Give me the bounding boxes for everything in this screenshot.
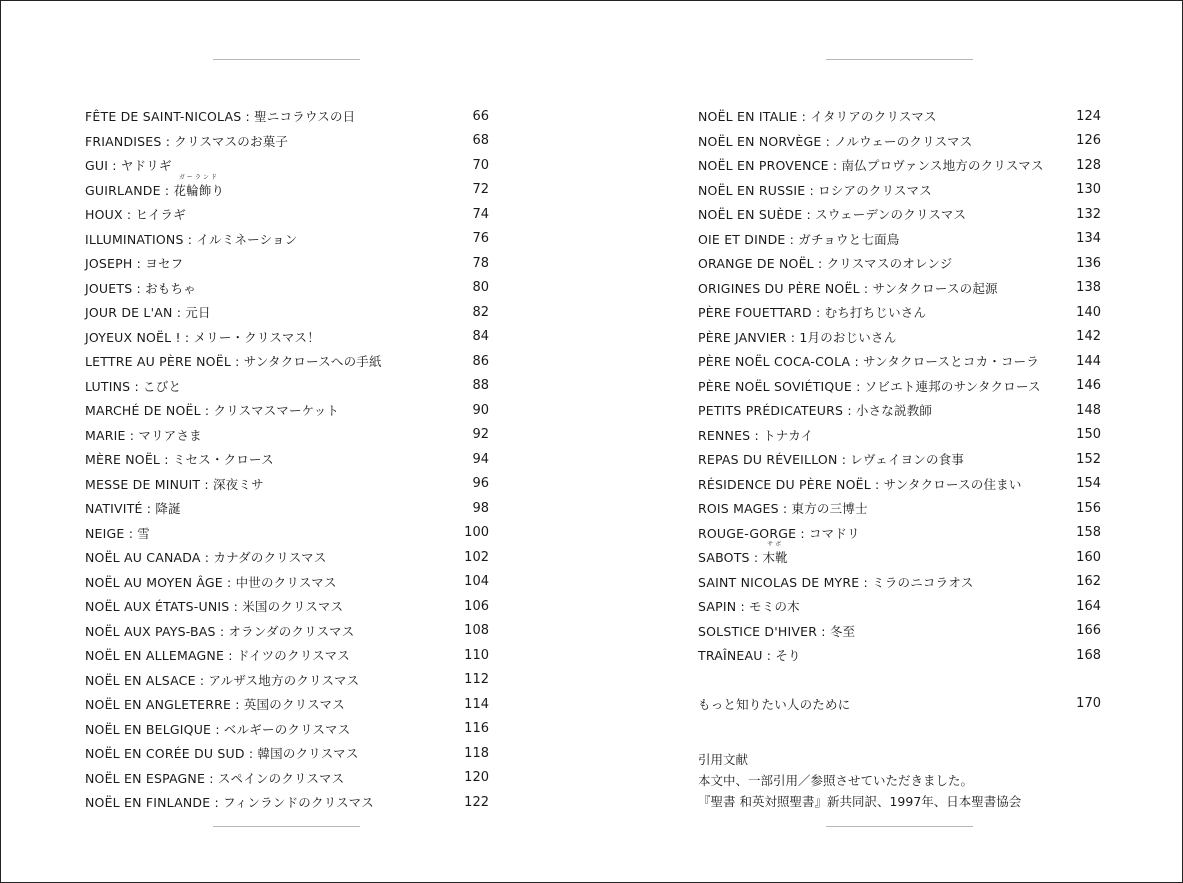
toc-entry-term: JOSEPH : ヨセフ xyxy=(85,256,184,272)
toc-entry-page: 104 xyxy=(464,574,489,590)
toc-entry xyxy=(85,741,489,766)
toc-entry-term: MÈRE NOËL : ミセス・クロース xyxy=(85,452,274,468)
toc-entry-page: 170 xyxy=(1076,696,1101,712)
toc-entry-term: NATIVITÉ : 降誕 xyxy=(85,501,181,517)
toc-left-column xyxy=(85,104,489,815)
toc-entry-term: NOËL EN NORVÈGE : ノルウェーのクリスマス xyxy=(698,133,973,149)
references-line: 本文中、一部引用／参照させていただきました。 xyxy=(698,773,974,788)
toc-entry-term: NOËL AUX PAYS-BAS : オランダのクリスマス xyxy=(85,623,355,639)
toc-entry-page: 68 xyxy=(472,133,489,149)
toc-entry-term: OIE ET DINDE : ガチョウと七面鳥 xyxy=(698,231,900,247)
toc-entry-term: もっと知りたい人のために xyxy=(698,696,851,712)
toc-entry-term: ROIS MAGES : 東方の三博士 xyxy=(698,501,868,517)
toc-entry-page: 74 xyxy=(472,206,489,222)
toc-entry-page: 116 xyxy=(464,721,489,737)
toc-entry xyxy=(698,251,1101,276)
toc-entry xyxy=(85,472,489,497)
toc-entry-page: 144 xyxy=(1076,353,1101,369)
ruby-annotated-term xyxy=(762,541,788,566)
toc-entry-page: 156 xyxy=(1076,500,1101,516)
toc-entry xyxy=(698,570,1101,595)
toc-entry xyxy=(85,570,489,595)
toc-entry xyxy=(85,717,489,742)
toc-entry xyxy=(85,276,489,301)
toc-entry xyxy=(698,227,1101,252)
toc-entry-page: 106 xyxy=(464,598,489,614)
toc-right-column xyxy=(698,104,1101,716)
toc-entry-page: 146 xyxy=(1076,378,1101,394)
toc-entry xyxy=(698,300,1101,325)
toc-entry-term: RÉSIDENCE DU PÈRE NOËL : サンタクロースの住まい xyxy=(698,476,1022,492)
toc-entry-term: HOUX : ヒイラギ xyxy=(85,207,186,223)
toc-entry-page: 126 xyxy=(1076,133,1101,149)
toc-entry-page: 86 xyxy=(472,353,489,369)
ruby-base: 木靴 xyxy=(762,550,788,566)
toc-entry xyxy=(85,129,489,154)
top-rule-left xyxy=(213,59,360,60)
toc-entry-term: ORANGE DE NOËL : クリスマスのオレンジ xyxy=(698,256,953,272)
toc-entry-page: 118 xyxy=(464,745,489,761)
toc-entry-page: 130 xyxy=(1076,182,1101,198)
toc-entry-term: JOUR DE L'AN : 元日 xyxy=(85,305,211,321)
toc-entry xyxy=(698,276,1101,301)
toc-entry-term: PÈRE NOËL SOVIÉTIQUE : ソビエト連邦のサンタクロース xyxy=(698,378,1041,394)
toc-entry xyxy=(85,692,489,717)
toc-entry-term: TRAÎNEAU : そり xyxy=(698,648,801,664)
toc-entry-term: JOYEUX NOËL ! : メリー・クリスマス！ xyxy=(85,329,320,345)
toc-entry-term: REPAS DU RÉVEILLON : レヴェイヨンの食事 xyxy=(698,452,965,468)
toc-entry-term: ROUGE-GORGE : コマドリ xyxy=(698,525,860,541)
toc-entry-page: 100 xyxy=(464,525,489,541)
toc-entry xyxy=(85,173,489,203)
toc-entry xyxy=(85,325,489,350)
toc-entry xyxy=(85,643,489,668)
toc-entry xyxy=(85,398,489,423)
toc-entry-page: 102 xyxy=(464,549,489,565)
toc-entry-page: 158 xyxy=(1076,525,1101,541)
toc-entry-page: 78 xyxy=(472,255,489,271)
toc-entry-term: NOËL EN ALLEMAGNE : ドイツのクリスマス xyxy=(85,648,351,664)
references-line: 『聖書 和英対照聖書』新共同訳、1997年、日本聖書協会 xyxy=(698,794,1022,809)
toc-entry xyxy=(698,643,1101,668)
toc-entry-term: SAPIN : モミの木 xyxy=(698,599,800,615)
toc-entry-term: NOËL AU MOYEN ÂGE : 中世のクリスマス xyxy=(85,574,337,590)
toc-entry-page: 114 xyxy=(464,696,489,712)
toc-entry-page: 120 xyxy=(464,770,489,786)
toc-entry xyxy=(698,374,1101,399)
toc-entry-page: 160 xyxy=(1076,549,1101,565)
toc-entry-term: NOËL EN SUÈDE : スウェーデンのクリスマス xyxy=(698,207,967,223)
toc-entry-further-reading xyxy=(698,692,1101,717)
toc-entry-page: 152 xyxy=(1076,451,1101,467)
toc-entry-term: FRIANDISES : クリスマスのお菓子 xyxy=(85,133,289,149)
toc-entry-term: PÈRE FOUETTARD : むち打ちじいさん xyxy=(698,305,927,321)
toc-entry xyxy=(85,251,489,276)
toc-entry-term: ILLUMINATIONS : イルミネーション xyxy=(85,231,298,247)
toc-entry-term: NOËL EN ESPAGNE : スペインのクリスマス xyxy=(85,770,345,786)
toc-entry-term: GUI : ヤドリギ xyxy=(85,158,172,174)
toc-entry-page: 70 xyxy=(472,157,489,173)
toc-entry-page: 92 xyxy=(472,427,489,443)
toc-entry-term: MESSE DE MINUIT : 深夜ミサ xyxy=(85,476,264,492)
toc-entry xyxy=(698,423,1101,448)
toc-entry-page: 96 xyxy=(472,476,489,492)
toc-entry xyxy=(698,472,1101,497)
toc-entry xyxy=(85,300,489,325)
toc-entry-page: 132 xyxy=(1076,206,1101,222)
bottom-rule-left xyxy=(213,826,360,827)
toc-entry-term-prefix: SABOTS : xyxy=(698,550,763,566)
toc-entry-term: RENNES : トナカイ xyxy=(698,427,814,443)
toc-entry xyxy=(85,423,489,448)
toc-entry xyxy=(85,545,489,570)
toc-entry xyxy=(85,594,489,619)
toc-entry-term: SOLSTICE D'HIVER : 冬至 xyxy=(698,623,856,639)
toc-entry xyxy=(698,178,1101,203)
toc-entry xyxy=(85,447,489,472)
bottom-rule-right xyxy=(826,826,973,827)
toc-entry xyxy=(698,541,1101,570)
toc-entry-term: MARIE : マリアさま xyxy=(85,427,202,443)
ruby-base: 花輪飾り xyxy=(173,182,225,198)
toc-entry xyxy=(85,374,489,399)
toc-entry-term: NOËL EN RUSSIE : ロシアのクリスマス xyxy=(698,182,932,198)
toc-entry xyxy=(85,619,489,644)
toc-entry-page: 84 xyxy=(472,329,489,345)
toc-entry-term: NOËL AU CANADA : カナダのクリスマス xyxy=(85,550,327,566)
toc-entry-page: 108 xyxy=(464,623,489,639)
toc-entry-page: 142 xyxy=(1076,329,1101,345)
toc-entry xyxy=(698,594,1101,619)
toc-entry-page: 88 xyxy=(472,378,489,394)
references-heading: 引用文献 xyxy=(698,752,749,767)
toc-entry-page: 134 xyxy=(1076,231,1101,247)
toc-entry-term: PÈRE NOËL COCA-COLA : サンタクロースとコカ・コーラ xyxy=(698,354,1040,370)
toc-entry xyxy=(85,104,489,129)
toc-entry-term xyxy=(85,173,225,199)
toc-entry xyxy=(698,325,1101,350)
toc-entry-term: NOËL EN ITALIE : イタリアのクリスマス xyxy=(698,109,937,125)
toc-entry xyxy=(698,496,1101,521)
toc-entry-page: 98 xyxy=(472,500,489,516)
toc-entry xyxy=(698,104,1101,129)
toc-entry-page: 72 xyxy=(472,182,489,198)
toc-entry xyxy=(698,619,1101,644)
toc-entry-page: 164 xyxy=(1076,598,1101,614)
references xyxy=(698,749,1021,812)
toc-entry-term: FÊTE DE SAINT-NICOLAS : 聖ニコラウスの日 xyxy=(85,109,356,125)
toc-entry xyxy=(85,521,489,546)
toc-entry xyxy=(698,447,1101,472)
toc-entry-term: NOËL EN ALSACE : アルザス地方のクリスマス xyxy=(85,672,360,688)
toc-entry-term: JOUETS : おもちゃ xyxy=(85,280,196,296)
toc-entry xyxy=(698,349,1101,374)
toc-entry xyxy=(698,398,1101,423)
toc-entry-term: NOËL EN ANGLETERRE : 英国のクリスマス xyxy=(85,697,345,713)
toc-entry xyxy=(85,766,489,791)
toc-entry-page: 136 xyxy=(1076,255,1101,271)
toc-entry-page: 124 xyxy=(1076,108,1101,124)
toc-entry-term: NOËL EN PROVENCE : 南仏プロヴァンス地方のクリスマス xyxy=(698,158,1044,174)
toc-entry-term xyxy=(698,541,788,566)
toc-entry-page: 138 xyxy=(1076,280,1101,296)
toc-entry xyxy=(85,790,489,815)
toc-entry-page: 150 xyxy=(1076,427,1101,443)
toc-entry-term: NEIGE : 雪 xyxy=(85,525,150,541)
toc-entry-term: LUTINS : こびと xyxy=(85,378,182,394)
toc-entry-page: 166 xyxy=(1076,623,1101,639)
toc-entry xyxy=(85,668,489,693)
toc-entry xyxy=(698,129,1101,154)
toc-entry-page: 162 xyxy=(1076,574,1101,590)
toc-entry-page: 168 xyxy=(1076,647,1101,663)
toc-entry-term: NOËL AUX ÉTATS-UNIS : 米国のクリスマス xyxy=(85,599,344,615)
toc-entry-page: 66 xyxy=(472,108,489,124)
toc-entry-page: 94 xyxy=(472,451,489,467)
toc-entry xyxy=(698,521,1101,549)
toc-entry-page: 82 xyxy=(472,304,489,320)
ruby-annotated-term xyxy=(173,173,225,199)
toc-entry xyxy=(85,153,489,178)
toc-entry-page: 76 xyxy=(472,231,489,247)
toc-entry-term: PÈRE JANVIER : 1月のおじいさん xyxy=(698,329,897,345)
toc-entry-term: NOËL EN BELGIQUE : ベルギーのクリスマス xyxy=(85,721,351,737)
toc-entry-page: 90 xyxy=(472,402,489,418)
toc-entry xyxy=(698,153,1101,178)
ruby-reading: ガーランド xyxy=(178,173,219,181)
toc-entry xyxy=(698,202,1101,227)
toc-entry-page: 110 xyxy=(464,647,489,663)
toc-entry-page: 122 xyxy=(464,794,489,810)
toc-entry-term: NOËL EN FINLANDE : フィンランドのクリスマス xyxy=(85,795,375,811)
toc-entry-page: 112 xyxy=(464,672,489,688)
toc-entry xyxy=(85,227,489,252)
toc-entry xyxy=(85,202,489,227)
toc-entry-term: LETTRE AU PÈRE NOËL : サンタクロースへの手紙 xyxy=(85,354,382,370)
toc-entry-term: MARCHÉ DE NOËL : クリスマスマーケット xyxy=(85,403,340,419)
ruby-reading: サボ xyxy=(767,541,784,549)
toc-entry-term: ORIGINES DU PÈRE NOËL : サンタクロースの起源 xyxy=(698,280,998,296)
toc-entry-page: 154 xyxy=(1076,476,1101,492)
toc-entry-page: 148 xyxy=(1076,402,1101,418)
toc-entry-term: SAINT NICOLAS DE MYRE : ミラのニコラオス xyxy=(698,574,974,590)
toc-entry-term: PETITS PRÉDICATEURS : 小さな説教師 xyxy=(698,403,933,419)
toc-entry-page: 140 xyxy=(1076,304,1101,320)
toc-entry-term-prefix: GUIRLANDE : xyxy=(85,182,174,198)
toc-entry xyxy=(85,496,489,521)
top-rule-right xyxy=(826,59,973,60)
toc-entry-term: NOËL EN CORÉE DU SUD : 韓国のクリスマス xyxy=(85,746,359,762)
toc-entry-page: 128 xyxy=(1076,157,1101,173)
toc-entry xyxy=(85,349,489,374)
toc-entry-page: 80 xyxy=(472,280,489,296)
